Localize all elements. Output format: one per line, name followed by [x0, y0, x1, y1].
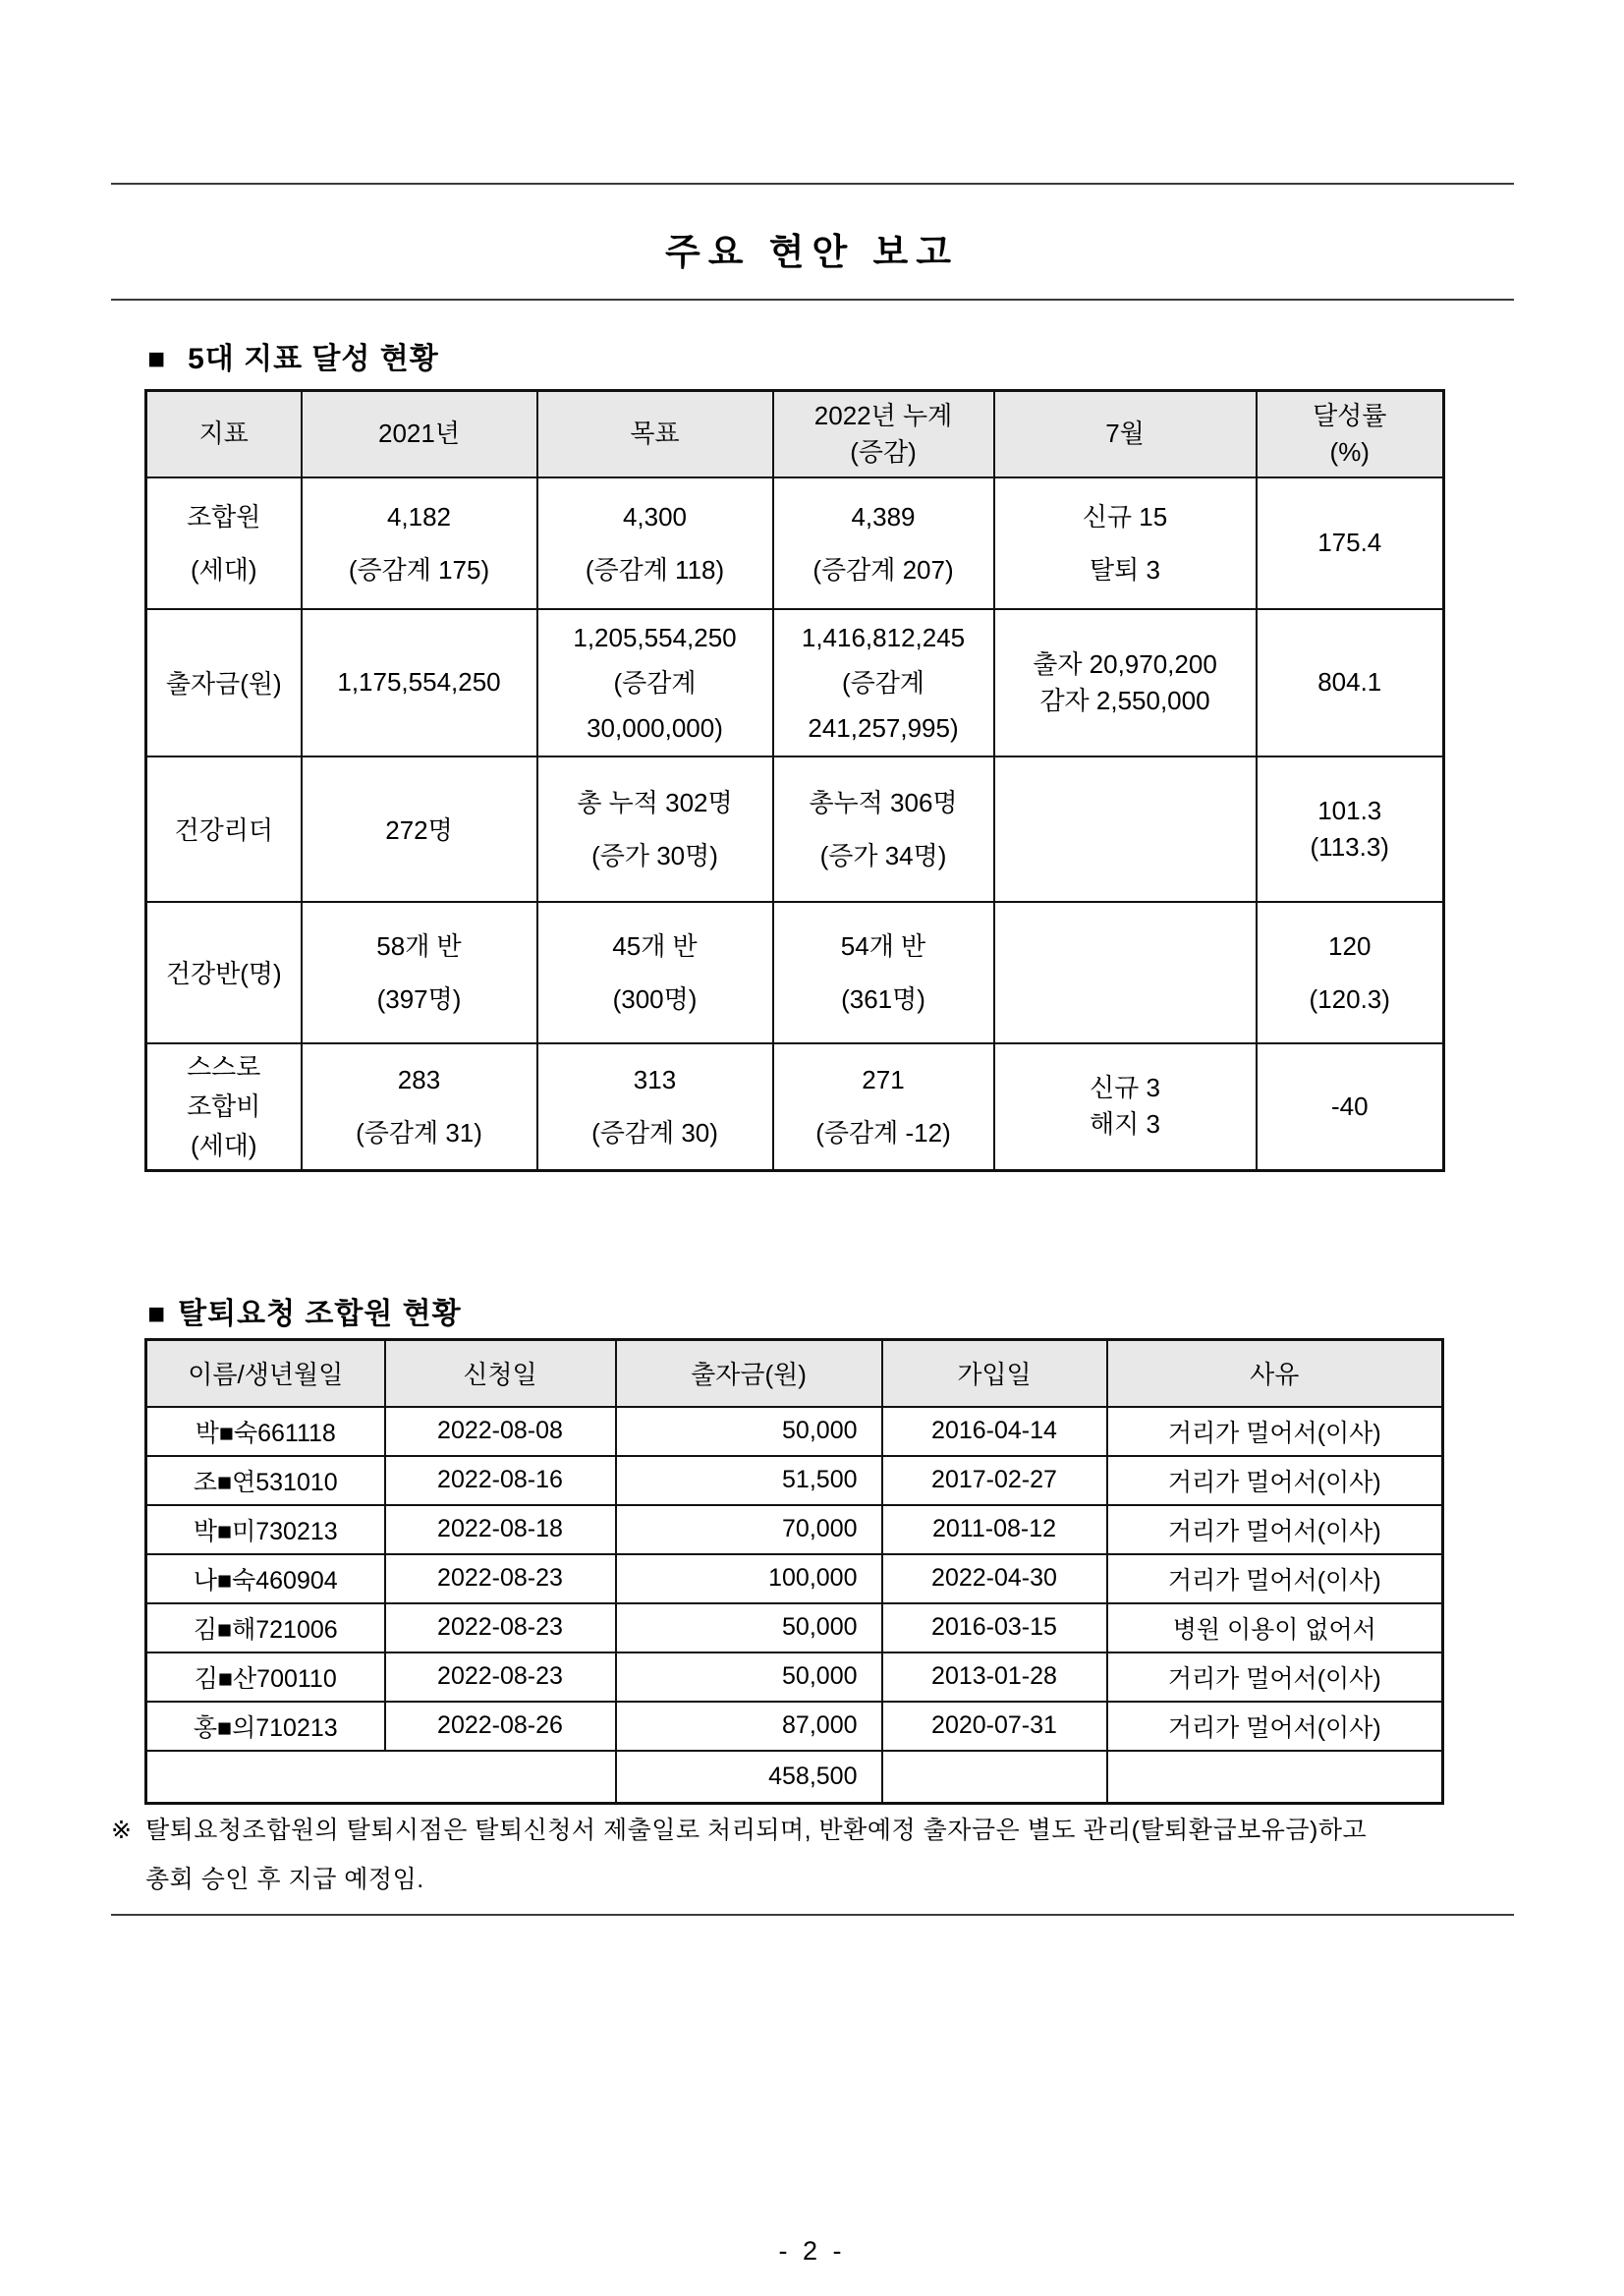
rate-cell: 120 (120.3) [1257, 902, 1444, 1043]
header-july: 7월 [994, 391, 1257, 477]
header-name-birthdate: 이름/생년월일 [146, 1340, 385, 1407]
member-name-cell: 박■미730213 [146, 1505, 385, 1554]
page-title: 주요 현안 보고 [664, 232, 959, 272]
value-2021-cell: 283 (증감계 31) [302, 1043, 537, 1171]
amount-cell: 50,000 [616, 1603, 882, 1652]
member-name-cell: 나■숙460904 [146, 1554, 385, 1603]
member-name-cell: 조■연531010 [146, 1456, 385, 1505]
table-header-row [146, 1340, 1443, 1407]
footnote-line2: 총회 승인 후 지급 예정임. [144, 1866, 424, 1893]
goal-cell: 4,300 (증감계 118) [537, 477, 773, 609]
table-row [146, 756, 1444, 902]
table-row [146, 609, 1444, 756]
header-reason: 사유 [1107, 1340, 1443, 1407]
value-2021-cell: 272명 [302, 756, 537, 902]
rate-cell: -40 [1257, 1043, 1444, 1171]
square-bullet-icon: ■ [147, 343, 167, 375]
indicators-table [144, 389, 1445, 1172]
goal-cell: 45개 반 (300명) [537, 902, 773, 1043]
rate-cell: 804.1 [1257, 609, 1444, 756]
table-row [146, 1407, 1443, 1456]
reference-mark-icon: ※ [111, 1817, 132, 1844]
join-date-cell: 2016-04-14 [882, 1407, 1107, 1456]
indicator-label-cell: 스스로 조합비 (세대) [146, 1043, 302, 1171]
table-row [146, 1603, 1443, 1652]
rate-cell: 175.4 [1257, 477, 1444, 609]
rate-cell: 101.3 (113.3) [1257, 756, 1444, 902]
title-rule-bottom [111, 299, 1514, 301]
cumulative-cell: 4,389 (증감계 207) [773, 477, 994, 609]
reason-cell: 거리가 멀어서(이사) [1107, 1505, 1443, 1554]
table-row [146, 1456, 1443, 1505]
reason-cell: 거리가 멀어서(이사) [1107, 1702, 1443, 1751]
square-bullet-icon: ■ [147, 1298, 167, 1330]
table-row [146, 1554, 1443, 1603]
total-empty-cell [882, 1751, 1107, 1804]
section1-heading [147, 334, 439, 377]
member-name-cell: 김■산700110 [146, 1652, 385, 1702]
goal-cell: 313 (증감계 30) [537, 1043, 773, 1171]
reason-cell: 병원 이용이 없어서 [1107, 1603, 1443, 1652]
header-indicator: 지표 [146, 391, 302, 477]
header-achievement-rate: 달성률 (%) [1257, 391, 1444, 477]
header-goal: 목표 [537, 391, 773, 477]
join-date-cell: 2016-03-15 [882, 1603, 1107, 1652]
table-header-row [146, 391, 1444, 477]
reason-cell: 거리가 멀어서(이사) [1107, 1407, 1443, 1456]
apply-date-cell: 2022-08-08 [385, 1407, 616, 1456]
member-name-cell: 박■숙661118 [146, 1407, 385, 1456]
title-rule-top [111, 183, 1514, 185]
header-share-amount: 출자금(원) [616, 1340, 882, 1407]
amount-cell: 70,000 [616, 1505, 882, 1554]
july-cell [994, 756, 1257, 902]
section2-title: 탈퇴요청 조합원 현황 [178, 1298, 462, 1330]
cumulative-cell: 1,416,812,245 (증감계 241,257,995) [773, 609, 994, 756]
join-date-cell: 2011-08-12 [882, 1505, 1107, 1554]
indicator-label-cell: 건강반(명) [146, 902, 302, 1043]
apply-date-cell: 2022-08-23 [385, 1603, 616, 1652]
july-cell: 출자 20,970,200 감자 2,550,000 [994, 609, 1257, 756]
header-apply-date: 신청일 [385, 1340, 616, 1407]
header-2022-cumulative: 2022년 누계 (증감) [773, 391, 994, 477]
join-date-cell: 2022-04-30 [882, 1554, 1107, 1603]
join-date-cell: 2013-01-28 [882, 1652, 1107, 1702]
join-date-cell: 2017-02-27 [882, 1456, 1107, 1505]
join-date-cell: 2020-07-31 [882, 1702, 1107, 1751]
goal-cell: 총 누적 302명 (증가 30명) [537, 756, 773, 902]
total-amount-cell: 458,500 [616, 1751, 882, 1804]
cumulative-cell: 54개 반 (361명) [773, 902, 994, 1043]
value-2021-cell: 4,182 (증감계 175) [302, 477, 537, 609]
total-empty-cell [1107, 1751, 1443, 1804]
withdrawal-table [144, 1338, 1444, 1805]
table-row [146, 1505, 1443, 1554]
footnote-line1: 탈퇴요청조합원의 탈퇴시점은 탈퇴신청서 제출일로 처리되며, 반환예정 출자금은 별도 관리(탈퇴환급보유금)하고 [144, 1817, 1368, 1844]
table-row [146, 1702, 1443, 1751]
apply-date-cell: 2022-08-16 [385, 1456, 616, 1505]
cumulative-cell: 271 (증감계 -12) [773, 1043, 994, 1171]
table-row [146, 902, 1444, 1043]
indicator-label-cell: 건강리더 [146, 756, 302, 902]
apply-date-cell: 2022-08-18 [385, 1505, 616, 1554]
member-name-cell: 홍■의710213 [146, 1702, 385, 1751]
indicator-label-cell: 출자금(원) [146, 609, 302, 756]
header-2021: 2021년 [302, 391, 537, 477]
amount-cell: 100,000 [616, 1554, 882, 1603]
header-join-date: 가입일 [882, 1340, 1107, 1407]
apply-date-cell: 2022-08-26 [385, 1702, 616, 1751]
value-2021-cell: 1,175,554,250 [302, 609, 537, 756]
apply-date-cell: 2022-08-23 [385, 1652, 616, 1702]
table-total-row [146, 1751, 1443, 1804]
table-row [146, 477, 1444, 609]
table-row [146, 1043, 1444, 1171]
july-cell [994, 902, 1257, 1043]
table-row [146, 1652, 1443, 1702]
reason-cell: 거리가 멀어서(이사) [1107, 1554, 1443, 1603]
page-number: - 2 - [778, 2236, 846, 2266]
section2-heading [147, 1289, 462, 1332]
footer-rule [111, 1914, 1514, 1916]
july-cell: 신규 3 해지 3 [994, 1043, 1257, 1171]
amount-cell: 50,000 [616, 1652, 882, 1702]
reason-cell: 거리가 멀어서(이사) [1107, 1456, 1443, 1505]
goal-cell: 1,205,554,250 (증감계 30,000,000) [537, 609, 773, 756]
cumulative-cell: 총누적 306명 (증가 34명) [773, 756, 994, 902]
amount-cell: 87,000 [616, 1702, 882, 1751]
apply-date-cell: 2022-08-23 [385, 1554, 616, 1603]
indicator-label-cell: 조합원 (세대) [146, 477, 302, 609]
member-name-cell: 김■해721006 [146, 1603, 385, 1652]
amount-cell: 50,000 [616, 1407, 882, 1456]
footnote-text [145, 1806, 1367, 1904]
total-empty-cell [146, 1751, 616, 1804]
reason-cell: 거리가 멀어서(이사) [1107, 1652, 1443, 1702]
july-cell: 신규 15 탈퇴 3 [994, 477, 1257, 609]
amount-cell: 51,500 [616, 1456, 882, 1505]
value-2021-cell: 58개 반 (397명) [302, 902, 537, 1043]
footnote [111, 1806, 1524, 1904]
section1-title: 5대 지표 달성 현황 [188, 343, 439, 375]
